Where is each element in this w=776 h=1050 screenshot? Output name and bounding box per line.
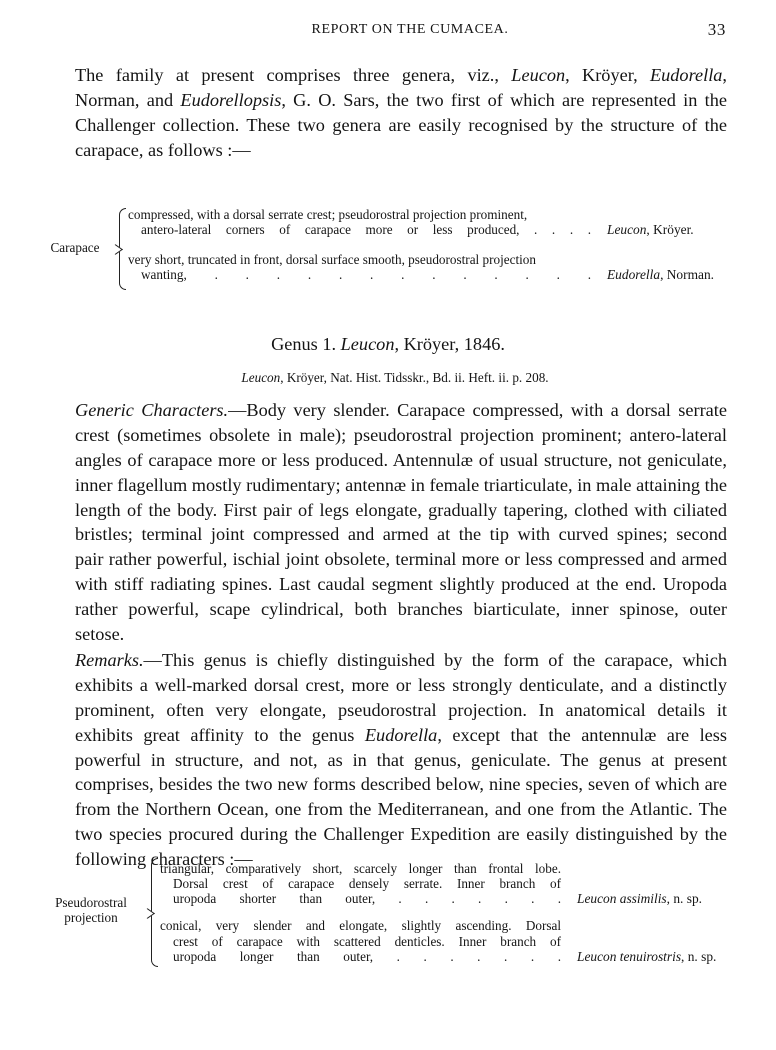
intro-paragraph [75, 63, 727, 163]
text-segment: comprises, besides the two new forms described below, nine species, seven of which are [75, 774, 727, 795]
text-line [75, 448, 727, 473]
text-line [75, 423, 727, 448]
key-line: compressed, with a dorsal serrate crest; pseudorostral projection prominent, [128, 207, 528, 222]
text-line [75, 622, 727, 647]
key-taxon [577, 891, 702, 906]
genus-heading [0, 334, 776, 355]
text-line [75, 572, 727, 597]
italic-text: Leucon tenuirostris [577, 949, 682, 964]
brace [119, 208, 126, 290]
text-segment: two species procured during the Challenger Expedition are easily distinguished by the [75, 824, 727, 845]
key-label [36, 895, 146, 925]
italic-text: Eudorella [649, 65, 723, 85]
italic-text: Leucon assimilis [577, 891, 667, 906]
text-segment: —Body very slender. Carapace compressed, with a dorsal serrate [228, 400, 727, 420]
key-label: Carapace [50, 240, 100, 255]
text-line [75, 673, 727, 698]
italic-text: Remarks. [75, 650, 144, 670]
text-segment: , Kröyer, [565, 65, 650, 85]
key-label-line: Pseudorostral [55, 895, 127, 910]
italic-text: Leucon [511, 65, 566, 85]
text-line [75, 88, 727, 113]
remarks-paragraph [75, 648, 727, 872]
key-taxon [577, 949, 716, 964]
text-segment: , Kröyer, Nat. Hist. Tidsskr., Bd. ii. Heft. ii. p. 208. [280, 370, 549, 385]
text-segment: , Kröyer. [646, 222, 694, 237]
text-segment: Challenger collection. These two genera are easily recognised by the structure of the [75, 114, 727, 135]
text-segment: carapace, as follows :— [75, 139, 251, 160]
text-segment: powerful in structure, and not, as in that genus, geniculate. The genus at present [75, 749, 727, 770]
text-line [75, 547, 727, 572]
text-line [75, 138, 727, 163]
italic-text: Leucon [607, 222, 647, 237]
text-segment: setose. [75, 624, 125, 645]
text-segment: , Kröyer, 1846. [394, 334, 505, 354]
key-line: very short, truncated in front, dorsal surface smooth, pseudorostral projection [128, 252, 536, 267]
text-line [75, 113, 727, 138]
italic-text: Eudorella [607, 267, 661, 282]
key-taxon [607, 222, 694, 237]
italic-text: Eudorellopsis [180, 89, 282, 110]
key-line: uropoda longer than outer, . . . . . . . [173, 949, 561, 964]
italic-text: Leucon [340, 334, 395, 354]
running-title: REPORT ON THE CUMACEA. [311, 22, 509, 37]
key-label-line: projection [64, 910, 118, 925]
text-segment: length of the body. First pair of legs elongate, gradually tapering, clothed with ciliated [75, 499, 727, 520]
text-line [75, 63, 727, 88]
italic-text: Leucon [241, 370, 281, 385]
text-line [75, 498, 727, 523]
text-line [75, 797, 727, 822]
text-segment: bristles; terminal joint compressed and armed at the tip with curved spines; second [75, 524, 727, 545]
text-line [75, 748, 727, 773]
text-segment: —This genus is chiefly distinguished by the form of the carapace, which [143, 650, 727, 670]
text-segment: rather powerful, scape cylindrical, both branches biarticulate, inner spinose, outer [75, 599, 727, 620]
key-line: triangular, comparatively short, scarcely longer than frontal lobe. [160, 861, 561, 876]
key-line: Dorsal crest of carapace densely serrate. Inner branch of [173, 876, 561, 891]
text-line [75, 398, 727, 423]
text-segment: exhibits a well-marked dorsal crest, more or less strongly denticulate, and a distinctly [75, 674, 727, 695]
text-segment: , Norman. [660, 267, 714, 282]
text-line [75, 473, 727, 498]
italic-text: Generic Characters. [75, 400, 229, 420]
key-line: uropoda shorter than outer, . . . . . . . [173, 891, 561, 906]
text-segment: , n. sp. [681, 949, 717, 964]
text-segment: , n. sp. [666, 891, 702, 906]
text-segment: angles of carapace more or less produced. Antennulæ of usual structure, not geniculate, [75, 449, 727, 470]
text-segment: The family at present comprises three genera, viz., [75, 65, 512, 85]
italic-text: Eudorella [364, 724, 438, 745]
text-segment: from the Northern Ocean, one from the Mediterranean, and one from the Atlantic. The [75, 799, 727, 820]
text-line [75, 648, 727, 673]
text-line [75, 597, 727, 622]
brace [151, 858, 158, 967]
generic-characters-paragraph [75, 398, 727, 647]
key-line: antero-lateral corners of carapace more or less produced, . . . . [141, 222, 591, 237]
key-taxon [607, 267, 714, 282]
text-line [75, 723, 727, 748]
text-line [75, 822, 727, 847]
key-line: crest of carapace with scattered denticles. Inner branch of [173, 934, 561, 949]
text-segment: exhibits great affinity to the genus [75, 724, 365, 745]
text-segment: inner flagellum mostly rudimentary; antennæ in female triarticulate, in male attaining the [75, 474, 727, 495]
text-segment: Norman, and [75, 89, 181, 110]
text-line [75, 698, 727, 723]
key-line: wanting, . . . . . . . . . . . . . [141, 267, 591, 282]
text-line [75, 522, 727, 547]
text-segment: , except that the antennulæ are less [437, 724, 728, 745]
text-segment: with stiff radiating spines. Last caudal segment slightly produced at the end. Uropoda [75, 574, 727, 595]
running-header [0, 20, 776, 42]
text-segment: following characters :— [75, 849, 253, 870]
text-segment: prominent, often very elongate, pseudorostral projection. In anatomical details it [75, 699, 727, 720]
text-segment: Genus 1. [271, 334, 341, 354]
text-segment: , [722, 65, 727, 85]
text-line [75, 772, 727, 797]
text-segment: pair rather powerful, ischial joint obsolete, terminal more or less compressed and armed [75, 549, 727, 570]
page-number: 33 [707, 20, 726, 39]
key-line: conical, very slender and elongate, slightly ascending. Dorsal [160, 918, 561, 933]
text-segment: , G. O. Sars, the two first of which are represented in the [281, 89, 727, 110]
text-segment: crest (sometimes obsolete in male); pseudorostral projection prominent; antero-lateral [75, 424, 727, 445]
genus-citation [0, 370, 776, 386]
